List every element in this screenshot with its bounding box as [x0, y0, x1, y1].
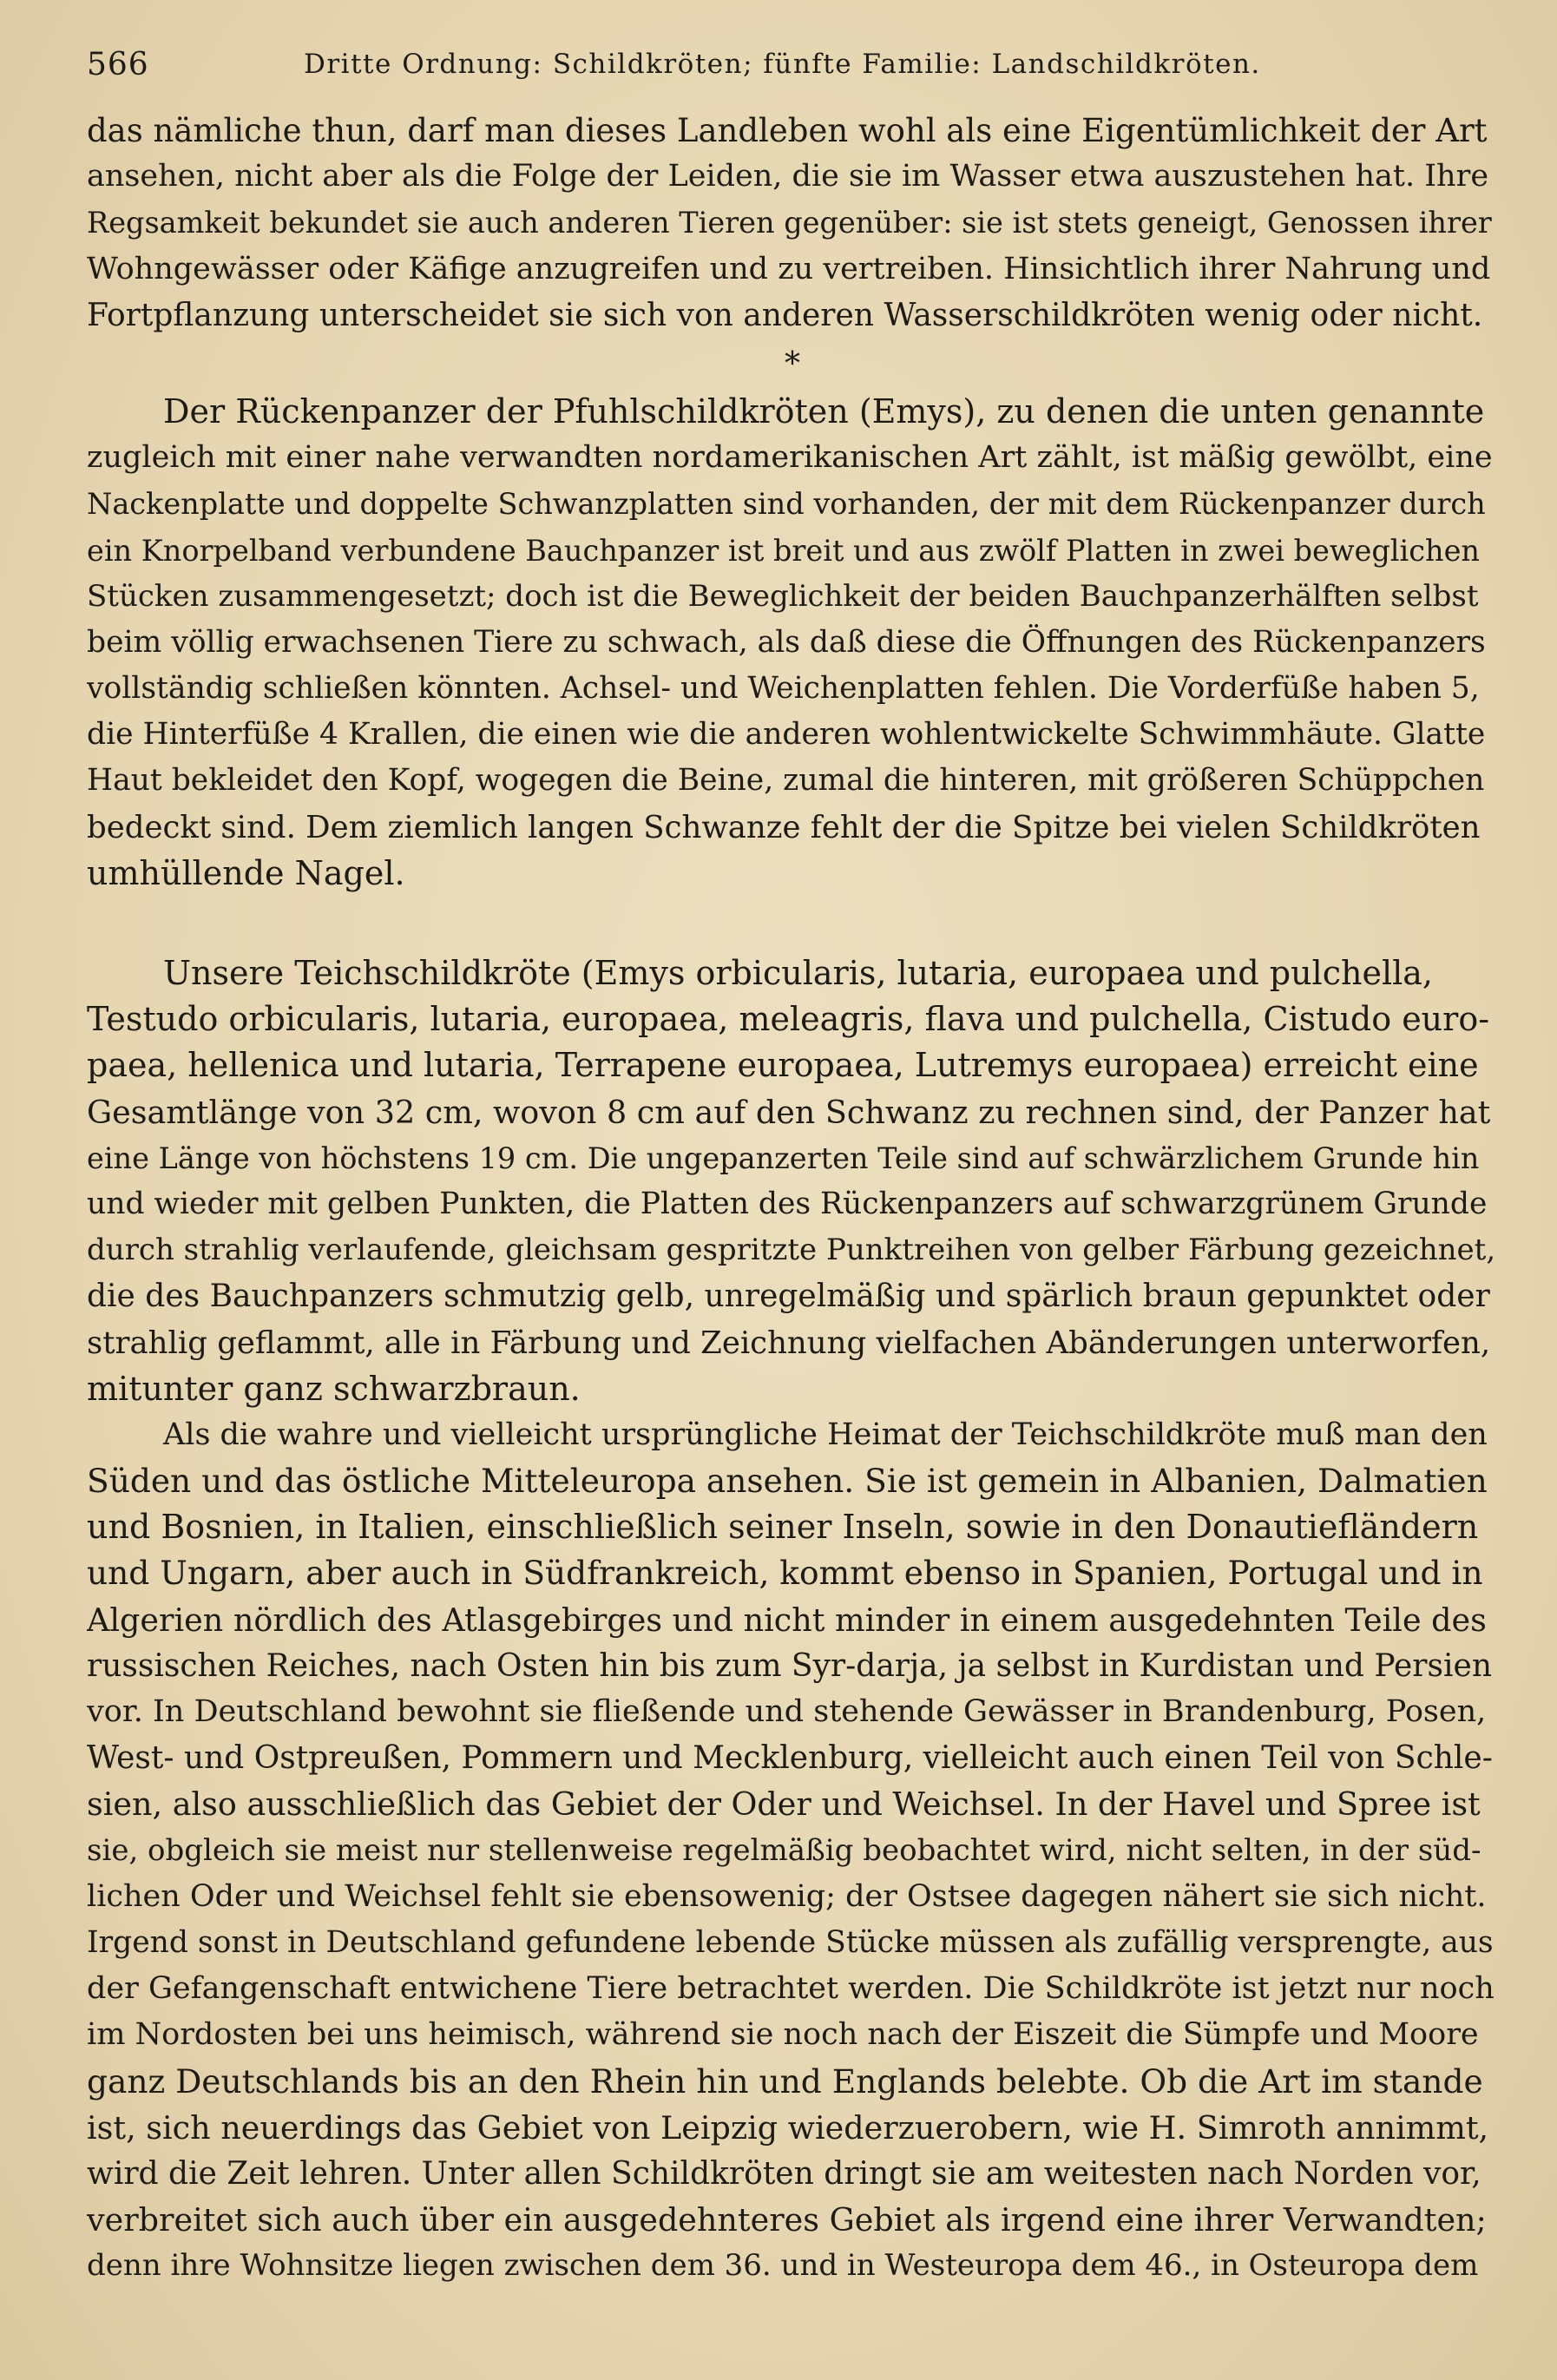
section-separator: * — [785, 345, 800, 382]
text-line: mitunter ganz schwarzbraun. — [87, 1369, 581, 1408]
text-line: und Bosnien, in Italien, einschließlich seiner Inseln, sowie in den Donautiefländern — [87, 1508, 1479, 1547]
text-line: Der Rückenpanzer der Pfuhlschildkröten (Emys), zu denen die unten genannte — [163, 391, 1485, 431]
page-number: 566 — [87, 47, 149, 82]
text-line: zugleich mit einer nahe verwandten nordamerikanischen Art zählt, ist mäßig gewölbt, eine — [87, 440, 1493, 476]
text-line: ansehen, nicht aber als die Folge der Leiden, die sie im Wasser etwa auszustehen hat. Ihre — [87, 159, 1489, 194]
text-line: Algerien nördlich des Atlasgebirges und nicht minder in einem ausgedehnten Teile des — [87, 1601, 1487, 1639]
paragraph-gap — [87, 897, 1498, 950]
text-line: denn ihre Wohnsitze liegen zwischen dem 36. und in Westeuropa dem 46., in Osteuropa dem — [87, 2248, 1479, 2284]
text-line: und Ungarn, aber auch in Südfrankreich, kommt ebenso in Spanien, Portugal und in — [87, 1554, 1483, 1593]
text-line: und wieder mit gelben Punkten, die Platten des Rückenpanzers auf schwarzgrünem Grunde — [87, 1186, 1488, 1221]
text-line: West- und Ostpreußen, Pommern und Mecklenburg, vielleicht auch einen Teil von Schle- — [87, 1740, 1493, 1777]
body-text — [87, 108, 1498, 2289]
text-line: bedeckt sind. Dem ziemlich langen Schwanze fehlt der die Spitze bei vielen Schildkröten — [87, 809, 1481, 845]
text-line: vollständig schließen könnten. Achsel- und Weichenplatten fehlen. Die Vorderfüße haben 5, — [87, 671, 1480, 707]
text-line: Haut bekleidet den Kopf, wogegen die Beine, zumal die hinteren, mit größeren Schüppchen — [87, 763, 1485, 799]
text-line: das nämliche thun, darf man dieses Landleben wohl als eine Eigentümlichkeit der Art — [87, 112, 1488, 149]
text-line: umhüllende Nagel. — [87, 853, 405, 892]
text-line: beim völlig erwachsenen Tiere zu schwach, als daß diese die Öffnungen des Rückenpanzers — [87, 624, 1486, 660]
text-line: vor. In Deutschland bewohnt sie fließende und stehende Gewässer in Brandenburg, Posen, — [87, 1694, 1487, 1729]
text-line: paea, hellenica und lutaria, Terrapene europaea, Lutremys europaea) erreicht eine — [87, 1046, 1479, 1085]
running-head: Dritte Ordnung: Schildkröten; fünfte Familie: Landschildkröten. — [304, 49, 1261, 80]
text-line: ein Knorpelband verbundene Bauchpanzer ist breit und aus zwölf Platten in zwei beweglichen — [87, 533, 1480, 568]
text-line: Fortpflanzung unterscheidet sie sich von anderen Wasserschildkröten wenig oder nicht. — [87, 297, 1483, 333]
text-line: Als die wahre und vielleicht ursprüngliche Heimat der Teichschildkröte muß man den — [163, 1417, 1488, 1452]
text-line: ist, sich neuerdings das Gebiet von Leipzig wiederzuerobern, wie H. Simroth annimmt, — [87, 2108, 1489, 2147]
text-line: die des Bauchpanzers schmutzig gelb, unregelmäßig und spärlich braun gepunktet oder — [87, 1279, 1490, 1315]
text-line: Nackenplatte und doppelte Schwanzplatten sind vorhanden, der mit dem Rückenpanzer durch — [87, 487, 1486, 522]
text-line: ganz Deutschlands bis an den Rhein hin und Englands belebte. Ob die Art im stande — [87, 2061, 1483, 2101]
text-line: Wohngewässer oder Käfige anzugreifen und zu vertreiben. Hinsichtlich ihrer Nahrung und — [87, 251, 1491, 286]
text-line: eine Länge von höchstens 19 cm. Die ungepanzerten Teile sind auf schwärzlichem Grunde hin — [87, 1141, 1480, 1175]
text-line: die Hinterfüße 4 Krallen, die einen wie die anderen wohlentwickelte Schwimmhäute. Glatte — [87, 717, 1486, 753]
text-line: Stücken zusammengesetzt; doch ist die Beweglichkeit der beiden Bauchpanzerhälften selbst — [87, 578, 1479, 614]
text-line: Testudo orbicularis, lutaria, europaea, meleagris, flava und pulchella, Cistudo euro- — [87, 1000, 1490, 1039]
text-line: Irgend sonst in Deutschland gefundene lebende Stücke müssen als zufällig versprengte, aus — [87, 1924, 1494, 1960]
text-line: im Nordosten bei uns heimisch, während sie noch nach der Eiszeit die Sümpfe und Moore — [87, 2017, 1479, 2053]
text-line: wird die Zeit lehren. Unter allen Schildkröten dringt sie am weitesten nach Norden vor, — [87, 2155, 1481, 2192]
text-line: sie, obgleich sie meist nur stellenweise regelmäßig beobachtet wird, nicht selten, in der süd- — [87, 1832, 1481, 1868]
text-line: Regsamkeit bekundet sie auch anderen Tieren gegenüber: sie ist stets geneigt, Genossen ihrer — [87, 206, 1492, 240]
paragraph-continuation — [87, 108, 1498, 339]
paragraph-emys-genus — [87, 389, 1498, 897]
page-header — [87, 40, 1510, 92]
text-line: Unsere Teichschildkröte (Emys orbicularis, lutaria, europaea und pulchella, — [163, 954, 1433, 992]
text-line: lichen Oder und Weichsel fehlt sie ebensowenig; der Ostsee dagegen nähert sie sich nicht. — [87, 1878, 1487, 1914]
text-line: russischen Reiches, nach Osten hin bis zum Syr-darja, ja selbst in Kurdistan und Persien — [87, 1647, 1492, 1684]
text-line: strahlig geflammt, alle in Färbung und Zeichnung vielfachen Abänderungen unterworfen, — [87, 1325, 1491, 1361]
text-line: durch strahlig verlaufende, gleichsam gespritzte Punktreihen von gelber Färbung gezeichnet, — [87, 1233, 1496, 1268]
text-line: sien, also ausschließlich das Gebiet der Oder und Weichsel. In der Havel und Spree ist — [87, 1785, 1481, 1824]
text-line: Süden und das östliche Mitteleuropa ansehen. Sie ist gemein in Albanien, Dalmatien — [87, 1462, 1488, 1501]
paragraph-heimat — [87, 1412, 1498, 2290]
text-line: verbreitet sich auch über ein ausgedehnteres Gebiet als irgend eine ihrer Verwandten; — [87, 2201, 1487, 2239]
paragraph-teichschildkroete — [87, 950, 1498, 1412]
text-line: Gesamtlänge von 32 cm, wovon 8 cm auf den Schwanz zu rechnen sind, der Panzer hat — [87, 1093, 1491, 1131]
text-line: der Gefangenschaft entwichene Tiere betrachtet werden. Die Schildkröte ist jetzt nur noch — [87, 1971, 1495, 2007]
